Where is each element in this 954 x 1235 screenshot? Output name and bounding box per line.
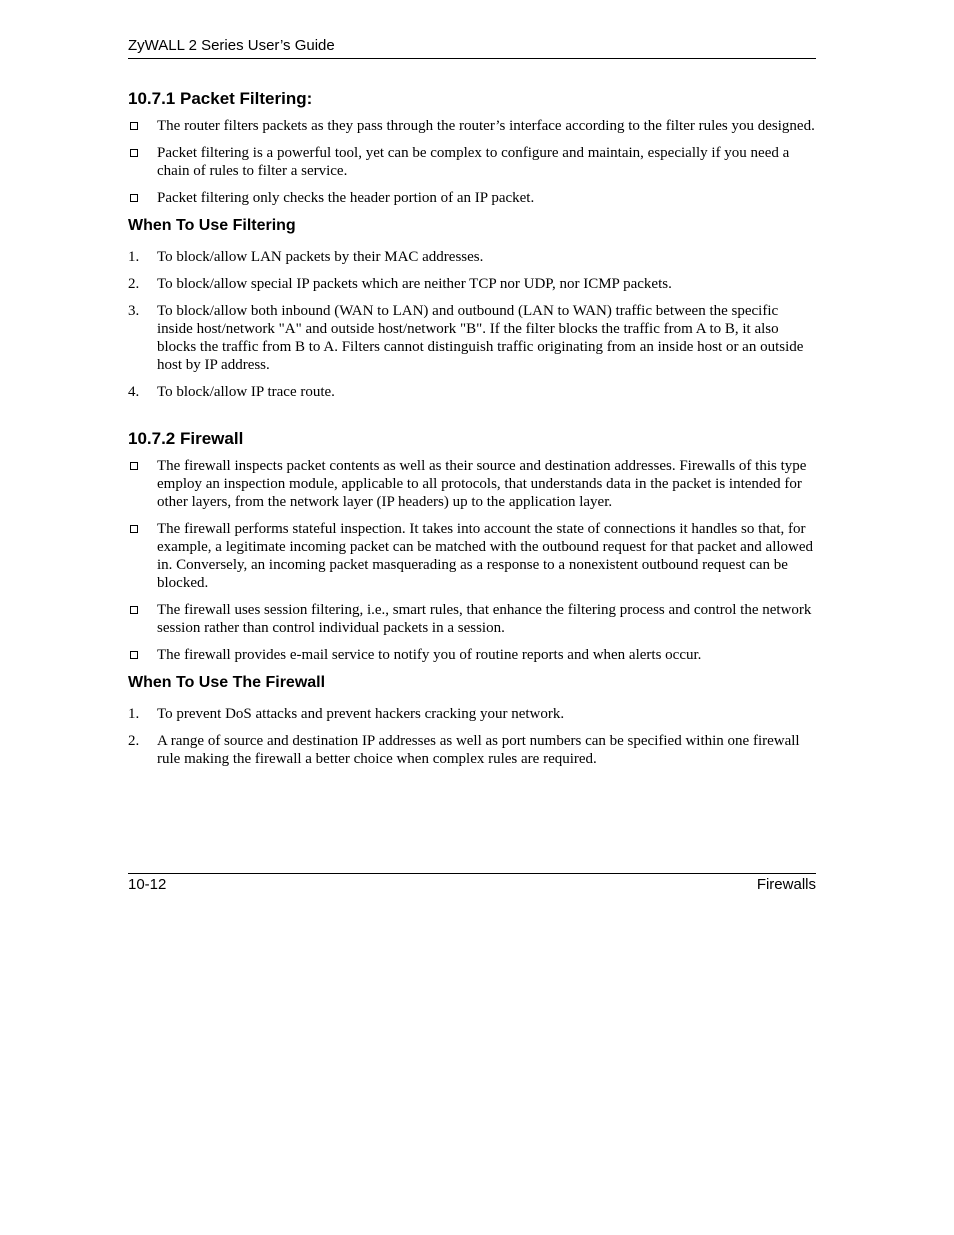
page-footer [128, 873, 816, 893]
section-firewall [128, 428, 816, 768]
item-number: 2. [128, 733, 140, 749]
item-text: The firewall performs stateful inspection. It takes into account the state of connections it handles so that, for example, a legitimate incoming packet can be matched with the outbound request for that packet and allowed in. Conversely, an incoming packet masquerading as a response to a nonexistent outbound request can be blocked. [157, 521, 814, 591]
item-text: To prevent DoS attacks and prevent hackers cracking your network. [157, 706, 565, 722]
list-item [128, 732, 816, 768]
page-header [128, 36, 816, 59]
checkbox-bullet-icon [130, 122, 138, 130]
section-packet-filtering [128, 88, 816, 401]
checkbox-bullet-icon [130, 149, 138, 157]
item-number: 1. [128, 249, 140, 265]
bullet-list [128, 457, 816, 664]
list-item [128, 601, 816, 637]
item-text: To block/allow special IP packets which are neither TCP nor UDP, nor ICMP packets. [157, 276, 672, 292]
list-item [128, 117, 816, 135]
item-text: To block/allow LAN packets by their MAC addresses. [157, 249, 484, 265]
item-number: 3. [128, 303, 140, 319]
page-number: 10-12 [128, 876, 167, 893]
item-text: A range of source and destination IP addresses as well as port numbers can be specified within one firewall rule making the firewall a better choice when complex rules are required. [157, 733, 800, 767]
item-text: Packet filtering only checks the header portion of an IP packet. [157, 190, 535, 206]
item-number: 4. [128, 384, 140, 400]
item-text: The firewall uses session filtering, i.e., smart rules, that enhance the filtering process and control the network session rather than control individual packets in a session. [157, 602, 812, 636]
list-item [128, 705, 816, 723]
bullet-list [128, 117, 816, 207]
item-text: To block/allow IP trace route. [157, 384, 335, 400]
item-text: The firewall inspects packet contents as well as their source and destination addresses. Firewalls of this type employ an inspection module, applicable to all protocols, that understands data in the packet is intended for other layers, from the network layer (IP headers) up to the application layer. [157, 458, 807, 510]
section-title: 10.7.1 Packet Filtering: [128, 89, 313, 108]
list-item [128, 189, 816, 207]
list-item [128, 248, 816, 266]
item-number: 1. [128, 706, 140, 722]
list-item [128, 275, 816, 293]
numbered-list [128, 248, 816, 401]
checkbox-bullet-icon [130, 525, 138, 533]
list-item [128, 646, 816, 664]
checkbox-bullet-icon [130, 606, 138, 614]
guide-title: ZyWALL 2 Series User’s Guide [128, 37, 335, 54]
list-item [128, 302, 816, 374]
section-title: 10.7.2 Firewall [128, 429, 244, 448]
item-text: Packet filtering is a powerful tool, yet can be complex to configure and maintain, especially if you need a chain of rules to filter a service. [157, 145, 790, 179]
list-item [128, 520, 816, 592]
numbered-list [128, 705, 816, 768]
document-body [128, 88, 816, 777]
chapter-name: Firewalls [756, 876, 816, 893]
list-item [128, 383, 816, 401]
checkbox-bullet-icon [130, 462, 138, 470]
checkbox-bullet-icon [130, 194, 138, 202]
item-text: The firewall provides e-mail service to notify you of routine reports and when alerts occur. [157, 647, 702, 663]
list-item [128, 457, 816, 511]
subsection-title: When To Use Filtering [128, 217, 296, 234]
item-text: The router filters packets as they pass through the router’s interface according to the filter rules you designed. [157, 118, 815, 134]
subsection-title: When To Use The Firewall [128, 674, 326, 691]
item-number: 2. [128, 276, 140, 292]
item-text: To block/allow both inbound (WAN to LAN) and outbound (LAN to WAN) traffic between the specific inside host/network "A" and outside host/network "B". If the filter blocks the traffic from A to B, it also blocks the traffic from B to A. Filters cannot distinguish traffic originating from an inside host or an outside host by IP address. [157, 303, 804, 373]
checkbox-bullet-icon [130, 651, 138, 659]
list-item [128, 144, 816, 180]
